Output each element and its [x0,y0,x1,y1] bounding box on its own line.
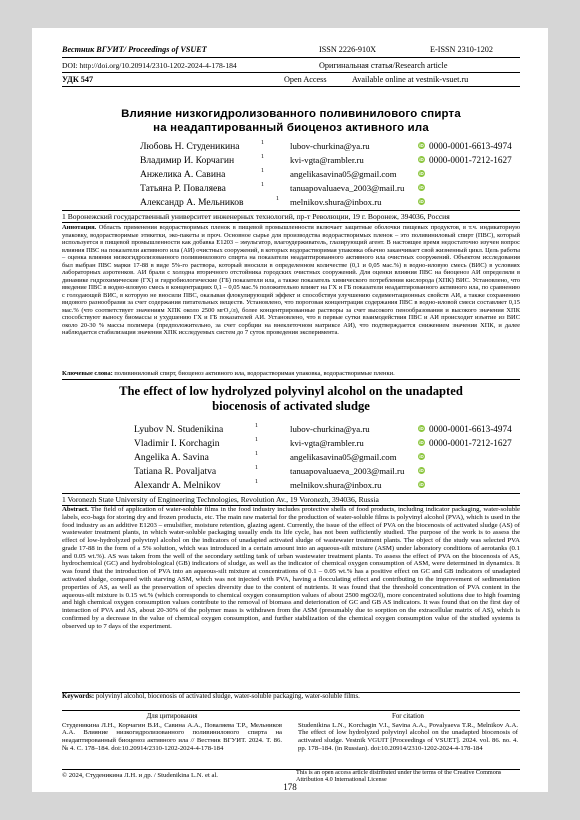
citation-heading: Для цитирования [146,713,198,720]
en-keywords [62,693,520,701]
author-name: Владимир И. Корчагин [140,155,235,166]
journal-page [32,28,548,792]
citation-text: Studenikina L.N., Korchagin V.I., Savina A.A., Povalyaeva T.R., Melnikov A.A. The effect of low hydrolyzed polyvinyl alcohol on the unadapted biocenosis of activated sludge. Vestnik VGUIT [Proceedings of VSUET]. 2024. vol. 86. no. 4. pp. 178–184. (in Russian). doi:10.20914/2310-1202-2024-4-178-184 [298,721,518,752]
author-email[interactable]: kvi-vgta@rambler.ru [290,155,364,165]
keywords-text: поливиниловый спирт, биоценоз активного ила, водорастворимая упаковка, водорастворимые пленки. [114,370,395,377]
ru-keywords [62,370,520,378]
affiliation-mark: 1 [276,196,279,202]
udc: УДК 547 [62,75,94,84]
author-name: Анжелика А. Савина [140,169,226,180]
page-number: 178 [283,782,297,792]
orcid-icon[interactable]: iD [419,426,424,431]
orcid-icon[interactable]: iD [419,440,424,445]
section-rule [62,222,520,223]
author-name: Александр А. Мельников [140,197,244,208]
author-email[interactable]: melnikov.shura@inbox.ru [290,480,382,490]
author-orcid[interactable]: 0000-0001-6613-4974 [429,424,512,434]
author-orcid[interactable]: 0000-0001-7212-1627 [429,155,512,165]
affiliation-mark: 1 [261,168,264,174]
citation-box [62,710,520,770]
abstract-label: Аннотация. [62,224,97,231]
journal-name: Вестник ВГУИТ/ Proceedings of VSUET [62,45,207,54]
issn: ISSN 2226-910X [319,45,377,54]
author-name: Vladimir I. Korchagin [134,438,220,449]
en-title-line: biocenosis of activated sludge [212,398,370,413]
affiliation-mark: 1 [255,479,258,485]
author-name: Татьяна Р. Поваляева [140,183,226,194]
author-name: Lyubov N. Studenikina [134,424,224,435]
header-rule [62,57,520,58]
author-name: Angelika A. Savina [134,452,209,463]
author-email[interactable]: angelikasavina05@gmail.com [290,169,397,179]
section-rule [62,210,520,211]
en-affiliation: 1 Voronezh State University of Engineering Technologies, Revolution Av., 19 Voronezh, 394036, Russia [62,495,379,504]
keywords-text: polyvinyl alcohol, biocenosis of activated sludge, water-soluble packaging, water-soluble films. [95,693,360,700]
en-title-line: The effect of low hydrolyzed polyvinyl alcohol on the unadapted [119,384,463,398]
open-access: Open Access [284,75,327,84]
section-rule [62,493,520,494]
orcid-icon[interactable]: iD [419,171,424,176]
author-email[interactable]: lubov-churkina@ya.ru [290,424,370,434]
author-email[interactable]: angelikasavina05@gmail.com [290,452,397,462]
license-note[interactable]: This is an open access article distributed under the terms of the Creative Commons Attribution 4.0 International License [296,769,502,783]
citation-text: Студеникина Л.Н., Корчагин В.И., Савина А.А., Поваляева Т.Р., Мельников А.А. Влияние низкогидролизованного поливинилового спирта на неадаптированный биоценоз активного ила // Вестник ВГУИТ. 2024. Т. 86. № 4. С. 178–184. doi:10.20914/2310-1202-2024-4-178-184 [62,721,282,752]
citation-ru [62,713,282,753]
author-email[interactable]: tanuapovaluaeva_2003@mail.ru [290,466,405,476]
affiliation-mark: 1 [255,465,258,471]
abstract-text: The field of application of water-soluble films in the food industry includes protective shells of food products, including indicator packaging, water-soluble labels, eco-bags for storing dry and frozen products, etc. The main raw material for the production of water-soluble films is polyvinyl alcohol (PVA), which is used in the food industry as an additive E1203 – emulsifier, moisture retention, glazing agent. Currently, the issue of the effect of PVA on the biocenosis of activated sludge (AS) of wastewater treatment plants, in which water-soluble packaging usually ends its life cycle, has not been sufficiently studied. The purpose of the work is to assess the effect of low-hydrolyzed polyvinyl alcohol on the indicators of unadapted activated sludge of wastewater treatment plants. The object of the study was selected PVA grade 17-88 in the form of a 5% solution, which was introduced in a certain amount into an aqueous-silt mixture (ASM) under laboratory conditions of aerotanks (0.1 and 0.05 wt.%). AS was taken from the well of the secondary settling tank of urban wastewater treatment plants. To assess the effect of PVA on the biocenosis of AS, hydrochemical (GC) and hydrobiological (GB) indicators of sludge, as well as the indicator of chemical oxygen consumption of ASM, were determined in dynamics. It was found that the introduction of PVA into an aqueous-silt mixture at concentrations of 0.1 – 0.05 wt.% has a positive effect on GC and GB indicators of unadapted activated sludge, compared with starving ASM, which was not injected with PVA, having a flocculating effect and contributing to the improvement of sedimentation properties of AS, as well as the preservation of species diversity due to the content of nutrients. It was found that the threshold concentration of PVA content in the aqueous-silt mixture is 0.15 wt.% (which corresponds to chemical oxygen consumption values of about 2500 mgO2/l), more concentrated solutions due to high foaming and high chemical oxygen consumption values contribute to the removal of biomass and deterioration of GC and GB AS indicators. It was found that on the first day of interaction of PVA and AS, about 20-30% of the polymer mass is withdrawn from the ASM (presumably due to sorption on the extracellular matrix of AS), which is confirmed by a decrease in the value of chemical oxygen consumption, and further stabilization of the chemical oxygen consumption value of the studied systems is observed up to 7 days of the experiment. [62,506,520,630]
author-orcid[interactable]: 0000-0001-7212-1627 [429,438,512,448]
abstract-label: Abstract. [62,506,89,513]
en-title [62,384,520,413]
author-email[interactable]: kvi-vgta@rambler.ru [290,438,364,448]
affiliation-mark: 1 [255,437,258,443]
doi-link[interactable]: DOI: http://doi.org/10.20914/2310-1202-2024-4-178-184 [62,61,237,70]
orcid-icon[interactable]: iD [419,157,424,162]
affiliation-mark: 1 [255,451,258,457]
orcid-icon[interactable]: iD [419,454,424,459]
orcid-icon[interactable]: iD [419,482,424,487]
orcid-icon[interactable]: iD [419,185,424,190]
orcid-icon[interactable]: iD [419,199,424,204]
citation-en [298,713,518,753]
copyright: © 2024, Студеникина Л.Н. и др. / Studenikina L.N. et al. [62,772,218,779]
section-rule [62,379,520,380]
article-type: Оригинальная статья/Research article [319,61,448,70]
ru-title-line: Влияние низкогидролизованного поливинилового спирта [121,108,461,120]
orcid-icon[interactable]: iD [419,468,424,473]
author-email[interactable]: melnikov.shura@inbox.ru [290,197,382,207]
author-name: Alexandr A. Melnikov [134,480,221,491]
affiliation-mark: 1 [261,154,264,160]
ru-title [62,108,520,135]
keywords-label: Keywords: [62,693,95,700]
abstract-text: Область применения водорастворимых пленок в пищевой промышленности включает защитные оболочки пищевых продуктов, в т.ч. индикаторную упаковку, водорастворимые этикетки, эко-пакеты и проч. Основное сырье для производства водорастворимых пленок – это поливиниловый спирт (ПВС), который используется в пищевой промышленности как добавка Е1203 – эмульгатор, влагоудерживатель, глазирующий агент. В настоящее время недостаточно изучен вопрос влияния ПВС на показатели активного ила (АИ) очистных сооружений, в которых водорастворимая упаковка обычно заканчивает свой жизненный цикл. Цель работы – оценка влияния низкогидролизованного поливинилового спирта на показатели неадаптированного активного ила очистных сооружений. Объектом исследования был выбран ПВС марки 17-88 в виде 5%-го раствора, который вносили в определенном количестве (0,1 и 0,05 мас.%) в водно-иловую смесь (ВИС) в условиях лабораторных аэротенков. АИ брали с холодна вторичного отстойника городских очистных сооружений. Для оценки влияния ПВС на биоценоз АИ определяли в динамике гидрохимические (ГХ) и гидробиологические (ГБ) показатели ила, а также показатель химического потребления кислорода (ХПК) ВИС. Установлено, что введение ПВС в водно-иловую смесь в концентрациях 0,1 – 0,05 мас.% положительно влияет на ГХ и ГБ показатели неадаптированного активного ила, по сравнению с голодающей ВИС, в которую не вносили ПВС, оказывая флокулирующий эффект и способствуя улучшению седиментационных свойств АИ, а также сохранению видового разнообразия за счет содержания питательных веществ. Установлено, что пороговая концентрация содержания ПВС в водно-иловой смеси составляет 0,15 мас.% (что соответствует значениям ХПК около 2500 мгO₂/л), более концентрированные растворы за счет высокого пенообразования и высокого значения ХПК способствуют выносу биомассы и ухудшению ГХ и ГБ показателей АИ. Установлено, что в первые сутки взаимодействия ПВС и АИ происходит изъятие из ВИС около 20-30 % массы полимера (предположительно, за счет сорбции на внеклеточном матриксе АИ), что подтверждается снижением значения ХПК, и далее наблюдается стабилизация значения ХПК исследуемых систем до 7 суток проведения эксперимента. [62,224,520,336]
header-rule [62,72,520,73]
ru-affiliation: 1 Воронежский государственный университет инженерных технологий, пр-т Революции, 19 г. Воронеж, 394036, Россия [62,212,450,221]
author-name: Любовь Н. Студеникина [140,141,240,152]
orcid-icon[interactable]: iD [419,143,424,148]
journal-website-link[interactable]: Available online at vestnik-vsuet.ru [352,75,469,84]
author-email[interactable]: tanuapovaluaeva_2003@mail.ru [290,183,405,193]
author-orcid[interactable]: 0000-0001-6613-4974 [429,141,512,151]
affiliation-mark: 1 [255,423,258,429]
affiliation-mark: 1 [261,140,264,146]
en-abstract [62,506,520,631]
ru-title-line: на неадаптированный биоценоз активного ила [153,121,429,134]
eissn: E-ISSN 2310-1202 [430,45,493,54]
header-rule [62,86,520,87]
keywords-label: Ключевые слова: [62,370,113,377]
citation-heading: For citation [392,713,424,720]
author-name: Tatiana R. Povaljatva [134,466,217,477]
author-email[interactable]: lubov-churkina@ya.ru [290,141,370,151]
affiliation-mark: 1 [261,182,264,188]
ru-abstract [62,224,520,337]
